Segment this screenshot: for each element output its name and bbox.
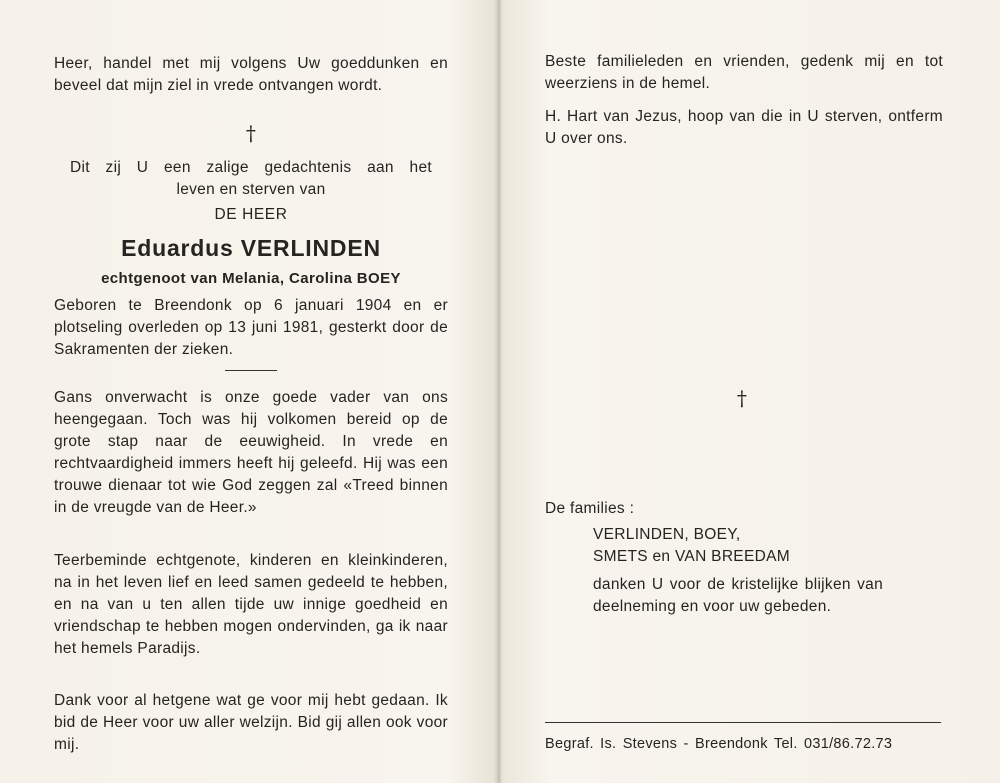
honorific: DE HEER (214, 206, 288, 223)
cross-icon: † (736, 386, 748, 410)
farewell-text: Beste familieleden en vrienden, gedenk mij en tot weerziens in de hemel. (545, 53, 943, 92)
paragraph-3: Dank voor al hetgene wat ge voor mij hebt gedaan. Ik bid de Heer voor uw aller welzijn. Bid gij allen ook voor mij. (54, 692, 448, 753)
memorial-intro (70, 157, 432, 201)
paragraph-1: Gans onverwacht is onze goede vader van ons heengegaan. Toch was hij volkomen bereid op de grote stap naar de eeuwigheid. In vrede en rechtvaardigheid immers heeft hij geleefd. Hij was een trouwe dienaar tot wie God zeggen zal «Treed binnen in de vreugde van de Heer.» (54, 389, 448, 516)
footer-rule (545, 722, 941, 723)
cross-icon: † (245, 121, 257, 145)
divider (225, 370, 277, 371)
family-names-1: VERLINDEN, BOEY, (593, 526, 741, 543)
thanks-text: danken U voor de kristelijke blijken van deelneming en voor uw gebeden. (593, 576, 883, 615)
paragraph-2: Teerbeminde echtgenote, kinderen en kleinkinderen, na in het leven lief en leed samen gedeeld te hebben, en na van u ten allen tijde uw innige goedheid en vriendschap te hebben mogen ondervinden, ga ik naar het hemels Paradijs. (54, 552, 448, 657)
birth-death-text: Geboren te Breendonk op 6 januari 1904 en er plotseling overleden op 13 juni 1981, gesterkt door de Sakramenten der zieken. (54, 297, 448, 358)
memorial-line-2: leven en sterven van (176, 181, 326, 198)
left-page (54, 0, 448, 783)
center-fold (497, 0, 501, 783)
funeral-home-footer: Begraf. Is. Stevens - Breendonk Tel. 031/86.72.73 (545, 736, 893, 752)
deceased-name: Eduardus VERLINDEN (121, 235, 381, 261)
family-names-2: SMETS en VAN BREEDAM (593, 548, 790, 565)
sacred-heart-prayer: H. Hart van Jezus, hoop van die in U sterven, ontferm U over ons. (545, 108, 943, 147)
right-page (545, 0, 943, 783)
spouse-line: echtgenoot van Melania, Carolina BOEY (101, 270, 401, 287)
opening-prayer: Heer, handel met mij volgens Uw goeddunken en beveel dat mijn ziel in vrede ontvangen wordt. (54, 55, 448, 94)
families-label: De families : (545, 500, 635, 517)
memorial-line-1: Dit zij U een zalige gedachtenis aan het (70, 159, 432, 176)
